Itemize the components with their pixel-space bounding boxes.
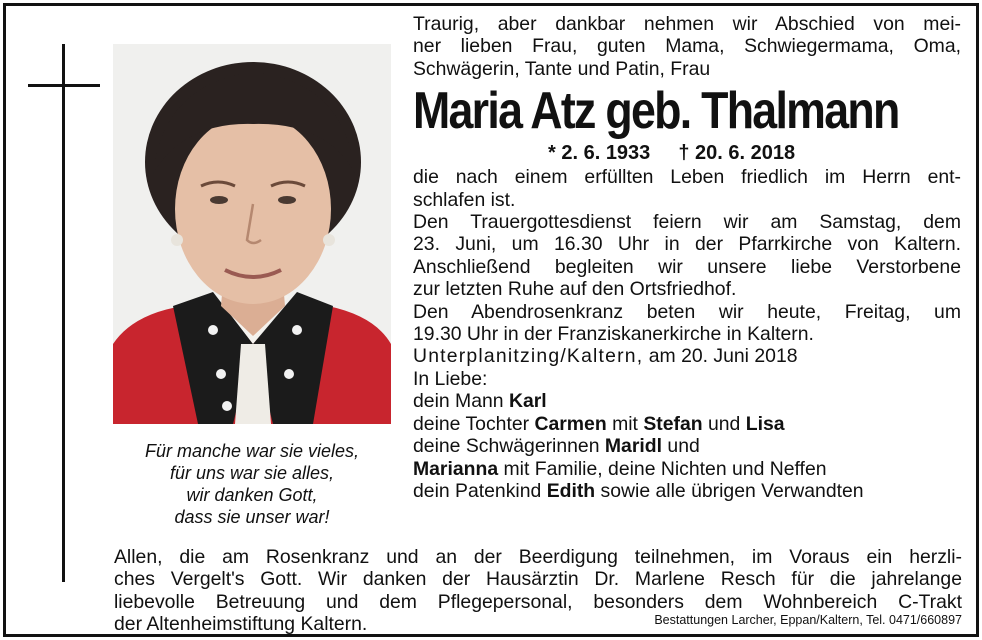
mourner-name: Stefan xyxy=(643,412,703,435)
cross-icon xyxy=(62,44,65,582)
mourner-line xyxy=(413,458,961,480)
funeral-home-credit: Bestattungen Larcher, Eppan/Kaltern, Tel. 0471/660897 xyxy=(654,613,962,627)
mourner-relation: sowie alle übrigen Verwandten xyxy=(600,479,864,502)
body-line: Den Abendrosenkranz beten wir heute, Freitag, um xyxy=(413,300,961,323)
intro-line: Traurig, aber dankbar nehmen wir Abschied von mei- xyxy=(413,13,961,35)
mourner-line xyxy=(413,480,961,502)
mourner-name: Carmen xyxy=(534,412,607,435)
mourner-name: Karl xyxy=(508,390,547,413)
birth-date: * 2. 6. 1933 xyxy=(548,142,651,165)
verse-line: für uns war sie alles, xyxy=(169,463,335,483)
mourner-relation: dein Patenkind xyxy=(413,479,542,502)
mourner-name: Maridl xyxy=(604,435,663,458)
verse-line: dass sie unser war! xyxy=(174,507,330,527)
thanks-line: der Altenheimstiftung Kaltern. xyxy=(114,613,368,636)
mourners-intro: In Liebe: xyxy=(413,367,488,390)
life-dates xyxy=(548,140,961,166)
intro-line: Schwägerin, Tante und Patin, Frau xyxy=(413,57,711,80)
body-line: 19.30 Uhr in der Franziskanerkirche in Kaltern. xyxy=(413,323,814,346)
body-line: Anschließend begleiten wir unsere liebe Verstorbene xyxy=(413,255,961,278)
thanks-line: liebevolle Betreuung und dem Pflegepersonal, besonders dem Wohnbereich C-Trakt xyxy=(114,590,962,613)
body-line: Den Trauergottesdienst feiern wir am Samstag, dem xyxy=(413,211,961,234)
mourner-name: Edith xyxy=(546,479,596,502)
verse-line: Für manche war sie vieles, xyxy=(144,441,360,461)
date: am 20. Juni 2018 xyxy=(648,345,798,368)
body-line: die nach einem erfüllten Leben friedlich im Herrn ent- xyxy=(413,166,961,189)
connector: und xyxy=(707,412,741,435)
obituary-notice xyxy=(3,3,979,637)
verse-line: wir danken Gott, xyxy=(186,485,318,505)
mourner-relation: mit Familie, deine Nichten und Neffen xyxy=(503,457,827,480)
place: Unterplanitzing/Kaltern, xyxy=(413,345,644,368)
deceased-name: Maria Atz geb. Thalmann xyxy=(413,82,899,141)
portrait-photo xyxy=(113,44,391,424)
mourner-name: Lisa xyxy=(745,412,785,435)
body-line: schlafen ist. xyxy=(413,188,516,211)
place-date xyxy=(413,345,961,367)
connector: mit xyxy=(612,412,638,435)
connector: und xyxy=(667,435,700,458)
body-line: zur letzten Ruhe auf den Ortsfriedhof. xyxy=(413,278,737,301)
thanks-line: Allen, die am Rosenkranz und an der Beerdigung teilnehmen, im Voraus ein herzli- xyxy=(114,546,962,568)
intro-line: ner lieben Frau, guten Mama, Schwiegermama, Oma, xyxy=(413,35,961,58)
announcement-text xyxy=(413,13,961,502)
mourner-line xyxy=(413,435,961,457)
cross-icon-bar xyxy=(28,84,100,87)
death-date: † 20. 6. 2018 xyxy=(678,142,796,165)
mourner-relation: dein Mann xyxy=(413,390,504,413)
mourner-line xyxy=(413,413,961,435)
mourner-relation: deine Schwägerinnen xyxy=(413,435,600,458)
memorial-verse xyxy=(113,440,391,528)
body-line: 23. Juni, um 16.30 Uhr in der Pfarrkirche von Kaltern. xyxy=(413,233,961,256)
mourner-relation: deine Tochter xyxy=(413,412,530,435)
mourner-line xyxy=(413,390,961,412)
thanks-line: ches Vergelt's Gott. Wir danken der Hausärztin Dr. Marlene Resch für die jahrelange xyxy=(114,568,962,591)
mourner-name: Marianna xyxy=(413,457,499,480)
